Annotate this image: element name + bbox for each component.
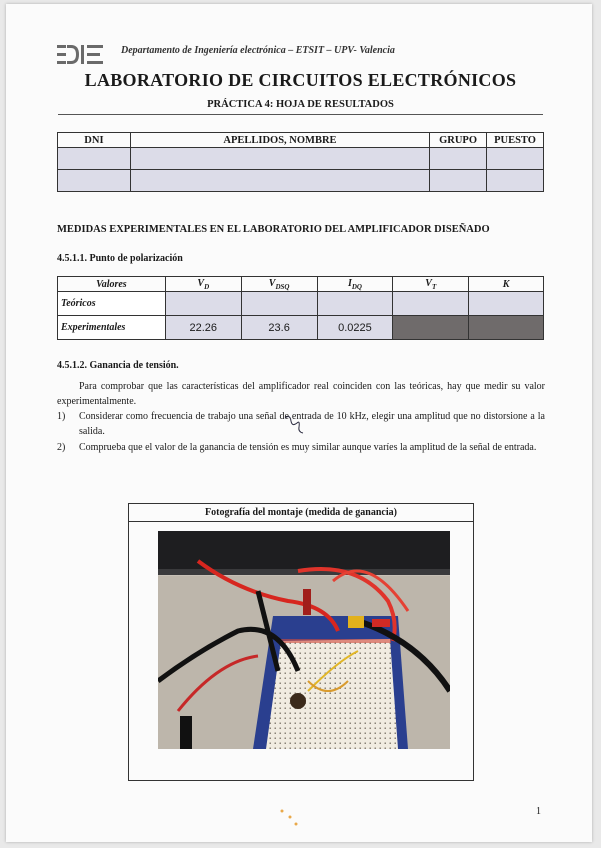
table-row: [58, 148, 544, 170]
group-cell[interactable]: [430, 148, 487, 170]
header-vdsq: $V_{DSQ}$: [241, 277, 317, 292]
gain-intro: Para comprobar que las características del amplificador real coinciden con las teóricas, hay que medir su valor experimentalmente.: [57, 381, 545, 407]
name-cell[interactable]: [130, 148, 429, 170]
name-cell[interactable]: [130, 170, 429, 192]
divider: [58, 114, 543, 115]
value-cell[interactable]: [393, 292, 469, 316]
row-label: Experimentales: [58, 316, 166, 340]
section-title: MEDIDAS EXPERIMENTALES EN EL LABORATORIO DEL AMPLIFICADOR DISEÑADO: [57, 224, 490, 235]
page-title: LABORATORIO DE CIRCUITOS ELECTRÓNICOS: [84, 70, 517, 90]
department-line: Departamento de Ingeniería electrónica – ETSIT – UPV- Valencia: [121, 45, 395, 56]
group-cell[interactable]: [430, 170, 487, 192]
header-name: APELLIDOS, NOMBRE: [130, 133, 429, 148]
dni-cell[interactable]: [58, 148, 131, 170]
polarization-table: [57, 276, 544, 340]
value-cell[interactable]: [317, 292, 393, 316]
header-vt: $V_T$: [393, 277, 469, 292]
value-cell[interactable]: [469, 292, 544, 316]
circuit-photo: [158, 531, 450, 749]
header-vd: $V_D$: [165, 277, 241, 292]
value-cell[interactable]: [165, 292, 241, 316]
header-idq: $I_{DQ}$: [317, 277, 393, 292]
item-number: 1): [57, 411, 66, 422]
seat-cell[interactable]: [487, 170, 544, 192]
table-row: [58, 292, 544, 316]
table-row: [58, 170, 544, 192]
item-text: Considerar como frecuencia de trabajo una señal de entrada de 10 kHz, elegir una amplitud que no distorsione a la salida.: [79, 411, 545, 437]
header-seat: PUESTO: [487, 133, 544, 148]
handwriting-mark: [282, 412, 306, 438]
list-item: [57, 441, 545, 471]
value-cell[interactable]: 22.26: [165, 316, 241, 340]
polarization-heading: 4.5.1.1. Punto de polarización: [57, 253, 183, 264]
dni-cell[interactable]: [58, 170, 131, 192]
seat-cell[interactable]: [487, 148, 544, 170]
dieLogo-icon: [55, 42, 105, 68]
item-text: Comprueba que el valor de la ganancia de tensión es muy similar aunque varíes la amplitud de la señal de entrada.: [79, 442, 537, 453]
header-values: Valores: [58, 277, 166, 292]
value-cell[interactable]: [393, 316, 469, 340]
decorative-dots: [278, 808, 304, 828]
header-dni: DNI: [58, 133, 131, 148]
row-label: Teóricos: [58, 292, 166, 316]
table-row: [58, 316, 544, 340]
header-group: GRUPO: [430, 133, 487, 148]
value-cell[interactable]: [241, 292, 317, 316]
value-cell[interactable]: 0.0225: [317, 316, 393, 340]
value-cell[interactable]: 23.6: [241, 316, 317, 340]
header-k: K: [469, 277, 544, 292]
page-number: 1: [536, 806, 541, 817]
gain-heading: 4.5.1.2. Ganancia de tensión.: [57, 360, 179, 371]
student-table: [57, 132, 544, 192]
page-subtitle: PRÁCTICA 4: HOJA DE RESULTADOS: [207, 99, 394, 110]
photo-frame: [128, 503, 474, 781]
item-number: 2): [57, 442, 66, 453]
photo-frame-title: Fotografía del montaje (medida de ganancia): [129, 504, 473, 522]
value-cell[interactable]: [469, 316, 544, 340]
